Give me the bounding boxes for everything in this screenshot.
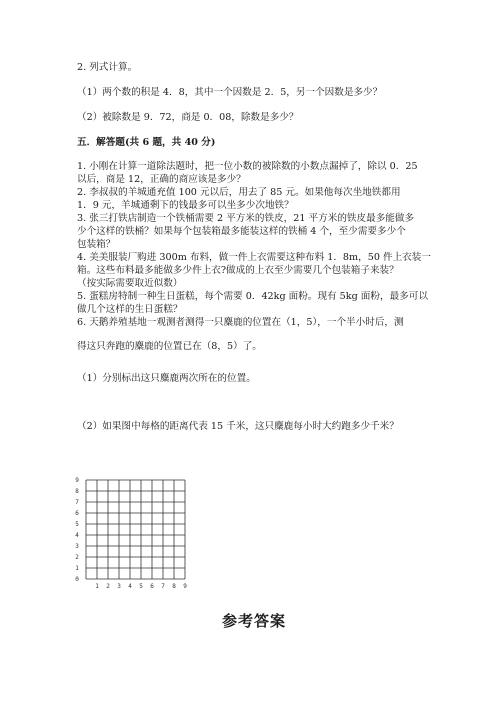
problem-line: 少个这样的铁桶？如果每个包装箱最多能装这样的铁桶 4 个，至少需要多少个 bbox=[77, 226, 406, 237]
problem-line: 做几个这样的生日蛋糕？ bbox=[77, 304, 183, 315]
y-tick-label: 6 bbox=[75, 510, 79, 517]
problem-line: 4. 美美服装厂购进 300m 布料，做一件上衣需要这种布料 1．8m，50 件上衣装一 bbox=[77, 252, 431, 263]
problem-line: 6. 天鹅养殖基地一观测者测得一只麋鹿的位置在（1，5），一个半小时后，测 bbox=[77, 317, 404, 328]
x-tick-label: 8 bbox=[172, 583, 176, 590]
problem-line: 2. 李叔叔的羊城通充值 100 元以后，用去了 85 元。如果他每次坐地铁都用 bbox=[77, 187, 401, 198]
answer-key-title: 参考答案 bbox=[222, 612, 287, 630]
x-tick-label: 4 bbox=[128, 583, 132, 590]
y-tick-label: 3 bbox=[75, 543, 79, 550]
problem-line: 1．9 元，羊城通剩下的钱最多可以坐多少次地铁？ bbox=[77, 200, 294, 211]
x-tick-label: 3 bbox=[117, 583, 121, 590]
x-tick-label: 5 bbox=[139, 583, 143, 590]
coordinate-grid bbox=[70, 466, 200, 590]
problem-line: 5. 蛋糕房特制一种生日蛋糕，每个需要 0．42kg 面粉。现有 5kg 面粉，最多可以 bbox=[77, 291, 428, 302]
x-tick-label: 9 bbox=[183, 583, 187, 590]
x-tick-label: 7 bbox=[161, 583, 165, 590]
y-tick-label: 2 bbox=[75, 554, 79, 561]
question-2-2: （2）被除数是 9．72，商是 0．08，除数是多少？ bbox=[77, 112, 299, 123]
question-2-1: （1）两个数的积是 4．8，其中一个因数是 2．5，另一个因数是多少？ bbox=[77, 87, 383, 98]
y-tick-label: 5 bbox=[75, 521, 79, 528]
problem-line: 包装箱？ bbox=[77, 239, 116, 250]
x-axis-labels bbox=[95, 583, 187, 590]
problem-line: （按实际需要取近似数） bbox=[77, 278, 183, 289]
y-tick-label: 9 bbox=[75, 477, 79, 484]
problem-line: 得这只奔跑的麋鹿的位置已在（8，5）了。 bbox=[77, 341, 262, 352]
problem-line: 以后，商是 12，正确的商应该是多少？ bbox=[77, 174, 246, 185]
y-axis-labels bbox=[75, 477, 79, 583]
section-5-heading: 五．解答题(共 6 题，共 40 分) bbox=[77, 137, 216, 148]
x-tick-label: 1 bbox=[95, 583, 99, 590]
problem-line: 箱。这些布料最多能做多少件上衣?做成的上衣至少需要几个包装箱子来装？ bbox=[77, 265, 399, 276]
x-tick-label: 2 bbox=[106, 583, 110, 590]
y-tick-label: 1 bbox=[75, 565, 79, 572]
x-tick-label: 6 bbox=[150, 583, 154, 590]
problem-line: 3. 张三打铁店制造一个铁桶需要 2 平方米的铁皮，21 平方米的铁皮最多能做多 bbox=[77, 213, 415, 224]
y-tick-label: 8 bbox=[75, 488, 79, 495]
section-2-heading: 2. 列式计算。 bbox=[77, 62, 138, 73]
sub-question-2: （2）如果图中每格的距离代表 15 千米，这只麋鹿每小时大约跑多少千米？ bbox=[77, 421, 399, 432]
y-tick-label: 7 bbox=[75, 499, 79, 506]
y-tick-label: 4 bbox=[75, 532, 79, 539]
problem-line: 1. 小刚在计算一道除法题时，把一位小数的被除数的小数点漏掉了，除以 0．25 bbox=[77, 161, 418, 172]
sub-question-1: （1）分别标出这只麋鹿两次所在的位置。 bbox=[77, 373, 256, 384]
y-tick-label: 0 bbox=[75, 576, 79, 583]
grid-lines bbox=[86, 480, 185, 579]
